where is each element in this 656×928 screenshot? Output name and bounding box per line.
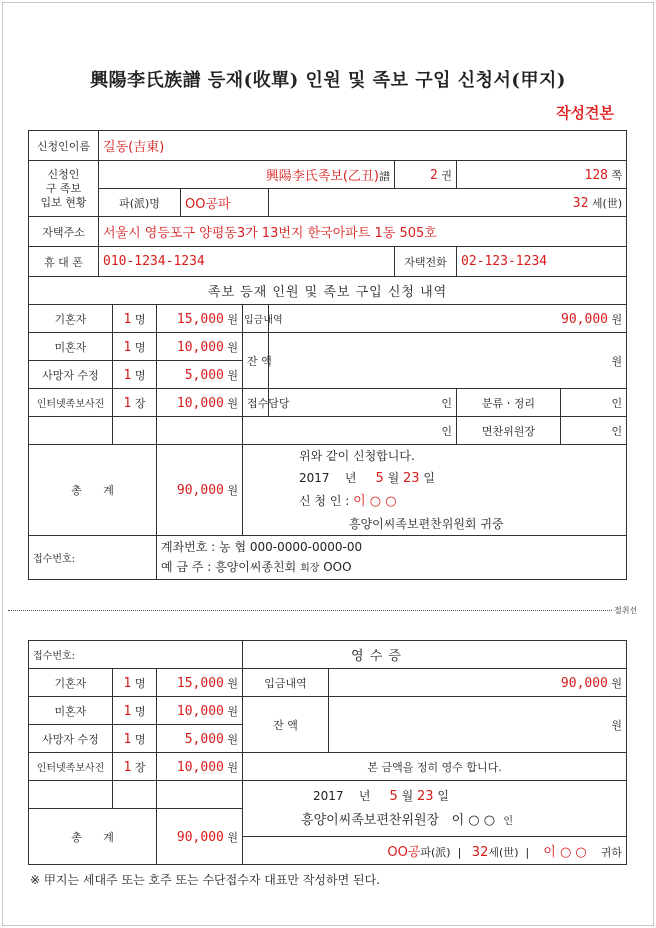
cut-label: 절취선 — [614, 606, 638, 615]
volumes-cell[interactable]: 2 권 — [395, 161, 457, 189]
receipt-no-label: 접수번호: — [29, 641, 243, 669]
applicant-sign[interactable]: 신 청 인 : 이 ○ ○ — [299, 494, 397, 509]
receipt-deposit-label: 입금내역 — [243, 669, 329, 697]
receipt-date: 2017 년 5 월 23 일 — [313, 788, 449, 804]
receipt-row-amount-married[interactable]: 15,000 원 — [157, 669, 243, 697]
receipt-balance-label: 잔 액 — [243, 697, 329, 753]
addressee: 흥양이씨족보편찬위원회 귀중 — [349, 517, 504, 531]
receipt-row-count-married[interactable]: 1 명 — [113, 669, 157, 697]
footnote: ※ 甲지는 세대주 또는 호주 또는 수단접수자 대표만 작성하면 된다. — [30, 873, 381, 887]
applicant-name[interactable]: 길동(吉東) — [99, 131, 627, 161]
branch-label: 파(派)명 — [99, 189, 181, 217]
receipt-row-label-married: 기혼자 — [29, 669, 113, 697]
receipt-row-label-unmarried: 미혼자 — [29, 697, 113, 725]
balance-label: 잔 액 — [243, 333, 269, 389]
receipt-row-count-unmarried[interactable]: 1 명 — [113, 697, 157, 725]
balance-amount[interactable]: 원 — [269, 333, 627, 389]
cut-line — [8, 610, 612, 611]
blank-cell — [113, 417, 157, 445]
depositor: 예 금 주 : 흥양이씨종친회 회장 OOO — [161, 559, 352, 574]
row-count-deceased[interactable]: 1 명 — [113, 361, 157, 389]
receipt-row-count-photo[interactable]: 1 장 — [113, 753, 157, 781]
generation-cell[interactable]: 32 세(世) — [269, 189, 627, 217]
row-amount-photo[interactable]: 10,000 원 — [157, 389, 243, 417]
apply-text: 위와 같이 신청합니다. — [299, 449, 415, 463]
receipt-row-count-deceased[interactable]: 1 명 — [113, 725, 157, 753]
receipt-deposit-amount[interactable]: 90,000 원 — [329, 669, 627, 697]
account-number: 계좌번호 : 농 협 000-0000-0000-00 — [161, 539, 363, 554]
deposit-label: 입금내역 — [243, 305, 269, 333]
row-label-married: 기혼자 — [29, 305, 113, 333]
total-amount[interactable]: 90,000 원 — [157, 445, 243, 536]
receiver-label: 접수담당 — [243, 389, 269, 417]
receipt-signature — [243, 781, 627, 837]
receipt-total-label: 총 계 — [29, 809, 157, 865]
classify-seal[interactable]: 인 — [561, 389, 627, 417]
row-count-photo[interactable]: 1 장 — [113, 389, 157, 417]
blank-cell — [29, 417, 113, 445]
receipt-chair: 흥양이씨족보편찬위원장 이 ○ ○ 인 — [301, 812, 514, 828]
application-statement — [243, 445, 627, 536]
mobile-value[interactable]: 010-1234-1234 — [99, 247, 395, 277]
sample-label: 작성견본 — [556, 104, 614, 122]
status-label: 신청인 구 족보 입보 현황 — [29, 161, 99, 217]
address-label: 자택주소 — [29, 217, 99, 247]
mobile-label: 휴 대 폰 — [29, 247, 99, 277]
row-count-unmarried[interactable]: 1 명 — [113, 333, 157, 361]
total-label: 총 계 — [29, 445, 157, 536]
compile-seal[interactable]: 인 — [561, 417, 627, 445]
receipt-form — [28, 640, 627, 865]
home-phone-label: 자택전화 — [395, 247, 457, 277]
branch-value[interactable]: OO공파 — [181, 189, 269, 217]
row-amount-deceased[interactable]: 5,000 원 — [157, 361, 243, 389]
blank-cell — [157, 417, 243, 445]
blank-cell — [157, 781, 243, 809]
blank-cell — [113, 781, 157, 809]
application-form — [28, 130, 627, 580]
home-phone-value[interactable]: 02-123-1234 — [457, 247, 627, 277]
page-title: 興陽李氏族譜 등재(收單) 인원 및 족보 구입 신청서(甲지) — [90, 70, 566, 91]
blank-seal[interactable]: 인 — [243, 417, 457, 445]
receipt-title: 영 수 증 — [243, 641, 627, 669]
receiver-seal[interactable]: 인 — [269, 389, 457, 417]
receipt-total-amount[interactable]: 90,000 원 — [157, 809, 243, 865]
receipt-balance-amount[interactable]: 원 — [329, 697, 627, 753]
receipt-row-label-photo: 인터넷족보사진 — [29, 753, 113, 781]
receipt-no-label: 접수번호: — [29, 536, 157, 580]
row-label-photo: 인터넷족보사진 — [29, 389, 113, 417]
classify-label: 분류ㆍ정리 — [457, 389, 561, 417]
deposit-amount[interactable]: 90,000 원 — [269, 305, 627, 333]
receipt-row-amount-unmarried[interactable]: 10,000 원 — [157, 697, 243, 725]
book-name-cell[interactable]: 興陽李氏족보(乙丑)譜 — [99, 161, 395, 189]
blank-cell — [29, 781, 113, 809]
receipt-row-label-deceased: 사망자 수정 — [29, 725, 113, 753]
receipt-row-amount-deceased[interactable]: 5,000 원 — [157, 725, 243, 753]
receipt-confirm-text: 본 금액을 정히 영수 합니다. — [243, 753, 627, 781]
receipt-row-amount-photo[interactable]: 10,000 원 — [157, 753, 243, 781]
row-amount-married[interactable]: 15,000 원 — [157, 305, 243, 333]
row-label-unmarried: 미혼자 — [29, 333, 113, 361]
compile-label: 면찬위원장 — [457, 417, 561, 445]
receipt-recipient[interactable]: OO공파(派) | 32세(世) | 이 ○ ○ 귀하 — [243, 837, 627, 865]
row-label-deceased: 사망자 수정 — [29, 361, 113, 389]
row-amount-unmarried[interactable]: 10,000 원 — [157, 333, 243, 361]
pages-cell[interactable]: 128 쪽 — [457, 161, 627, 189]
apply-date: 2017 년 5 월 23 일 — [299, 471, 435, 486]
address-value[interactable]: 서울시 영등포구 양평동3가 13번지 한국아파트 1동 505호 — [99, 217, 627, 247]
row-count-married[interactable]: 1 명 — [113, 305, 157, 333]
applicant-name-label: 신청인이름 — [29, 131, 99, 161]
details-header: 족보 등재 인원 및 족보 구입 신청 내역 — [29, 277, 627, 305]
account-info — [157, 536, 627, 580]
